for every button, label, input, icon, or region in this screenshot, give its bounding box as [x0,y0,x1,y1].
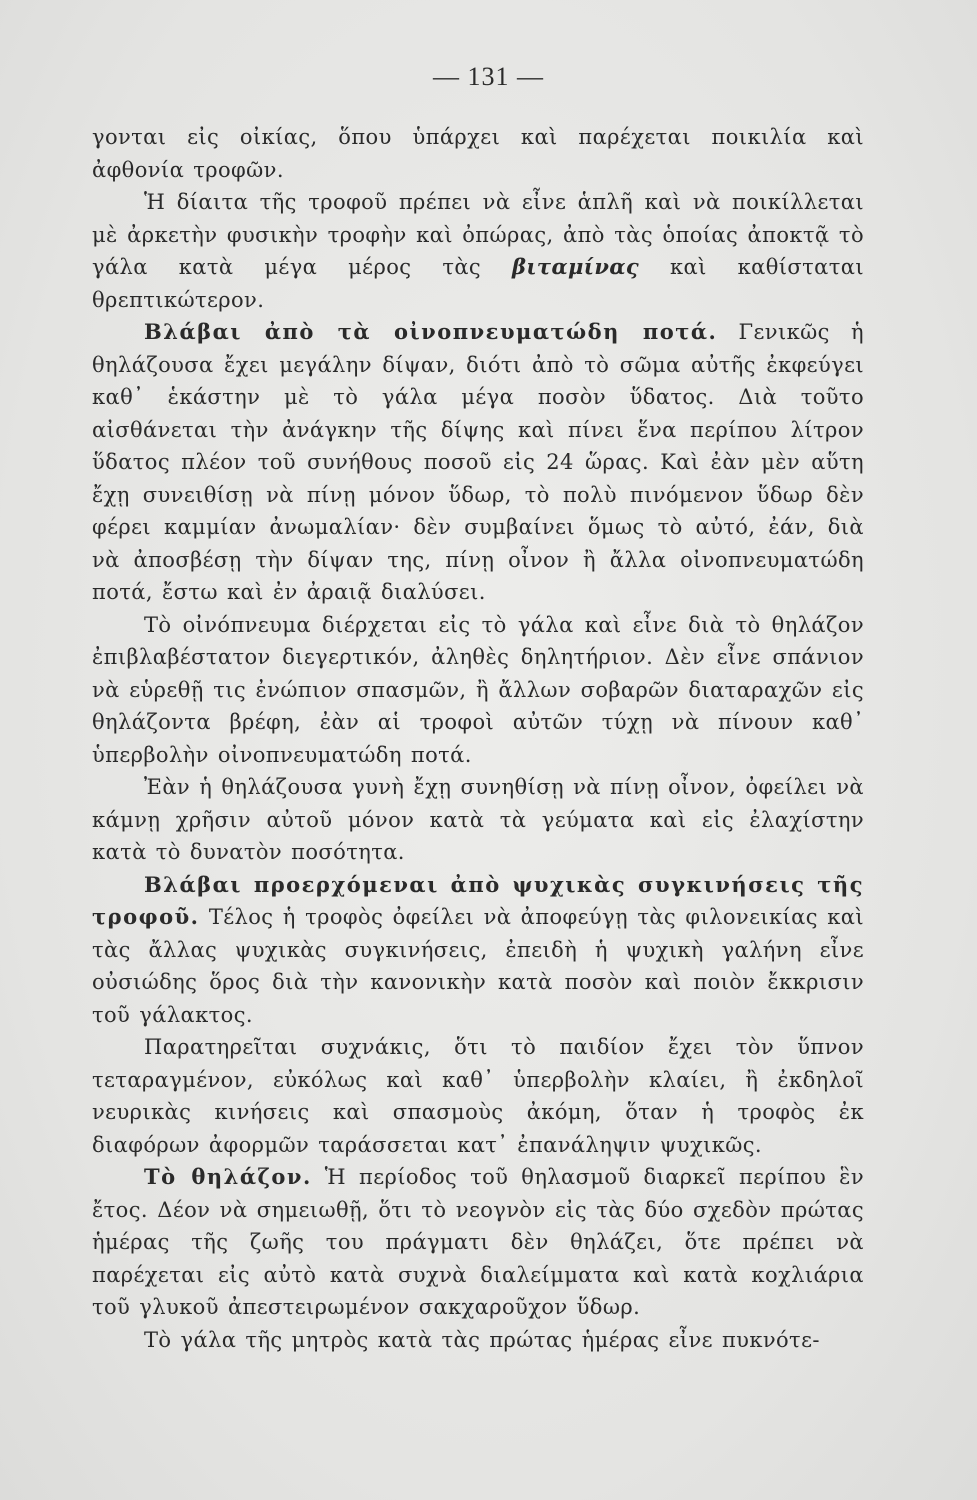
body-text [92,121,864,1356]
paragraph [92,1161,864,1324]
paragraph-text: Παρατηρεῖται συχνάκις, ὅτι τὸ παιδίον ἔχει τὸν ὕπνον τεταραγμένον, εὐκόλως καὶ καθ᾿ ὑπερβολὴν κλαίει, ἢ ἐκδηλοῖ νευρικὰς κινήσεις καὶ σπασμοὺς ἀκόμη, ὅταν ἡ τροφὸς ἐκ διαφόρων ἀφορμῶν ταράσσεται κατ᾿ ἐπανάληψιν ψυχικῶς. [92,1035,864,1157]
page-number: — 131 — [433,62,544,91]
emphasized-term: βιταμίνας [512,254,640,279]
paragraph [92,316,864,609]
paragraph [92,869,864,1032]
paragraph-text: Ἐὰν ἡ θηλάζουσα γυνὴ ἔχῃ συνηθίσῃ νὰ πίνῃ οἶνον, ὀφείλει νὰ κάμνῃ χρῆσιν αὐτοῦ μόνον κατὰ τὰ γεύματα καὶ εἰς ἐλαχίστην κατὰ τὸ δυνατὸν ποσότητα. [92,775,864,864]
section-heading: Τὸ θηλάζον. [144,1164,312,1189]
paragraph-text: Τὸ γάλα τῆς μητρὸς κατὰ τὰς πρώτας ἡμέρας εἶνε πυκνότε- [144,1327,820,1352]
paragraph-text: Γενικῶς ἡ θηλάζουσα ἔχει μεγάλην δίψαν, διότι ἀπὸ τὸ σῶμα αὐτῆς ἐκφεύγει καθ᾿ ἑκάστην μὲ τὸ γάλα μέγα ποσὸν ὕδατος. Διὰ τοῦτο αἰσθάνεται τὴν ἀνάγκην τῆς δίψης καὶ πίνει ἕνα περίπου λίτρον ὕδατος πλέον τοῦ συνήθους ποσοῦ εἰς 24 ὥρας. Καὶ ἐὰν μὲν αὕτη ἔχῃ συνειθίσῃ νὰ πίνῃ μόνον ὕδωρ, τὸ πολὺ πινόμενον ὕδωρ δὲν φέρει καμμίαν ἀνωμαλίαν· δὲν συμβαίνει ὅμως τὸ αὐτό, ἐάν, διὰ νὰ ἀποσβέσῃ τὴν δίψαν της, πίνῃ οἶνον ἢ ἄλλα οἰνοπνευματώδη ποτά, ἔστω καὶ ἐν ἀραιᾷ διαλύσει. [92,320,864,604]
paragraph [92,771,864,869]
paragraph-text: Ἡ περίοδος τοῦ θηλασμοῦ διαρκεῖ περίπου ἓν ἔτος. Δέον νὰ σημειωθῇ, ὅτι τὸ νεογνὸν εἰς τὰς δύο σχεδὸν πρώτας ἡμέρας τῆς ζωῆς του πράγματι δὲν θηλάζει, ὅτε πρέπει νὰ παρέχεται εἰς αὐτὸ κατὰ συχνὰ διαλείμματα καὶ κατὰ κοχλιάρια τοῦ γλυκοῦ ἀπεστειρωμένον σακχαροῦχον ὕδωρ. [92,1165,865,1319]
section-heading: Βλάβαι προερχόμεναι ἀπὸ ψυχικὰς συγκινήσεις τῆς τροφοῦ. [92,871,864,929]
paragraph-text: Τὸ οἰνόπνευμα διέρχεται εἰς τὸ γάλα καὶ εἶνε διὰ τὸ θηλάζον ἐπιβλαβέστατον διεγερτικόν, ἀληθὲς δηλητήριον. Δὲν εἶνε σπάνιον νὰ εὑρεθῇ τις ἐνώπιον σπασμῶν, ἢ ἄλλων σοβαρῶν διαταραχῶν εἰς θηλάζοντα βρέφη, ἐὰν αἱ τροφοὶ αὐτῶν τύχῃ νὰ πίνουν καθ᾿ ὑπερβολὴν οἰνοπνευματώδη ποτά. [92,612,864,767]
paragraph [92,1031,864,1161]
paragraph [92,186,864,316]
paragraph-text: Τέλος ἡ τροφὸς ὀφείλει νὰ ἀποφεύγῃ τὰς φιλονεικίας καὶ τὰς ἄλλας ψυχικὰς συγκινήσεις, ἐπειδὴ ἡ ψυχικὴ γαλήνη εἶνε οὐσιώδης ὅρος διὰ τὴν κανονικὴν κατὰ ποσὸν καὶ ποιὸν ἔκκρισιν τοῦ γάλακτος. [92,905,864,1027]
paragraph [92,609,864,772]
paragraph-text: γονται εἰς οἰκίας, ὅπου ὑπάρχει καὶ παρέχεται ποικιλία καὶ ἀφθονία τροφῶν. [92,125,864,182]
paragraph [92,121,864,186]
section-heading: Βλάβαι ἀπὸ τὰ οἰνοπνευματώδη ποτά. [144,319,718,344]
paragraph [92,1324,864,1357]
paragraph-text: Ἡ δίαιτα τῆς τροφοῦ πρέπει νὰ εἶνε ἁπλῆ καὶ νὰ ποικίλλεται μὲ ἀρκετὴν φυσικὴν τροφὴν καὶ ὀπώρας, ἀπὸ τὰς ὁποίας ἀποκτᾷ τὸ γάλα κατὰ μέγα μέρος τὰς [92,190,864,279]
paragraph-text: καὶ καθίσταται θρεπτικώτερον. [92,255,864,312]
